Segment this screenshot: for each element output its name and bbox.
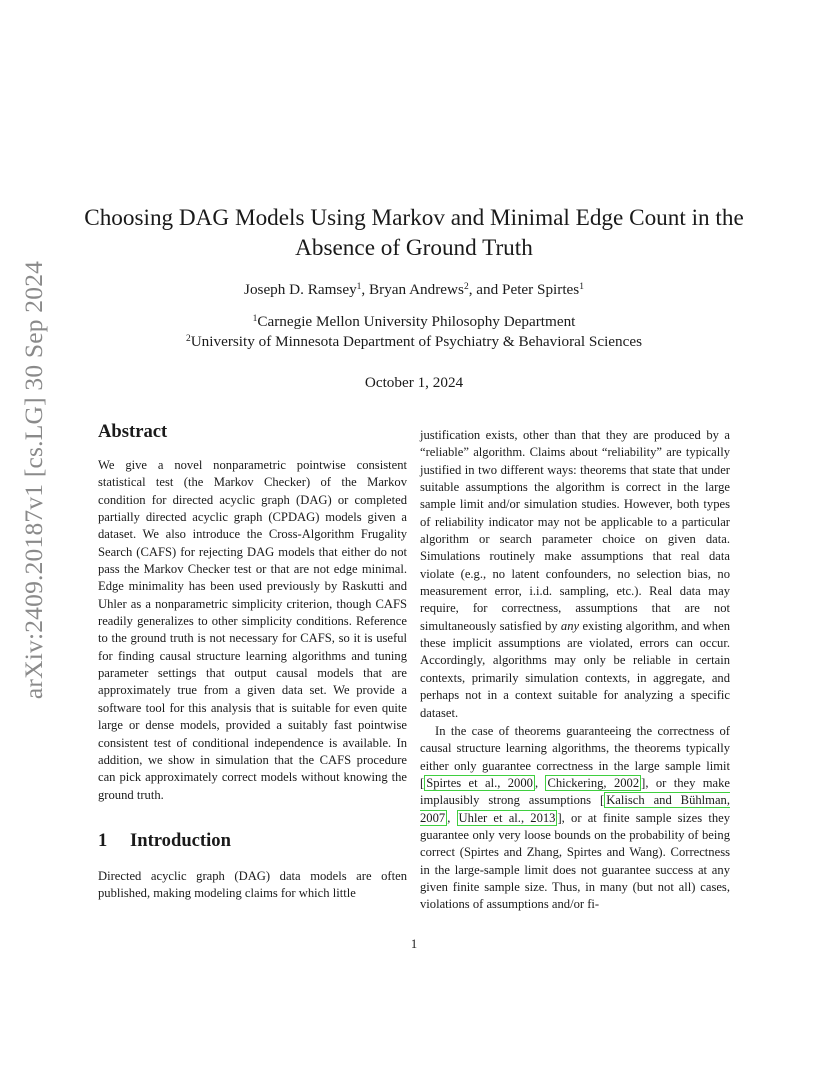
text-run: existing algorithm, and when these implicit assumptions are violated, errors can occur. Accordingly, algorithms may only be reliable in certain contexts, primarily simulation contexts, in aggregate, and perhaps not in a context suitable for analyzing a specific dataset. — [420, 618, 730, 720]
intro-paragraph: Directed acyclic graph (DAG) data models are often published, making modeling claims for which little — [98, 868, 407, 901]
text-run: justification exists, other than that they are produced by a “reliable” algorithm. Claims about “reliability” are typically justified in two different ways: theorems that state that under suitable assumptions the algorithm is correct in the large sample limit and/or simulation studies. However, both types of reliability indicator may not be applicable to a particular algorithm or search parameter choice on given data. Simulations routinely make assumptions that real data violate (e.g., no latent confounders, no selection bias, no measurement error, i.i.d. sampling, etc.). Real data may require, for correctness, assumptions that are not simultaneously satisfied by — [420, 428, 730, 633]
author-name: Joseph D. Ramsey — [244, 281, 357, 298]
affiliation-list — [80, 312, 748, 352]
affiliation-line — [80, 312, 748, 332]
arxiv-identifier-stamp — [14, 260, 54, 700]
author-separator: , and — [468, 281, 503, 298]
right-column — [420, 427, 730, 914]
affiliation-line — [80, 332, 748, 352]
text-run: In the case of theorems guaranteeing the correctness of causal structure learning algorithms, the theorems typically either only guarantee correctness in the large sample limit [ — [420, 723, 730, 790]
abstract-heading: Abstract — [98, 421, 168, 442]
author-list — [80, 280, 748, 300]
author-name: Peter Spirtes — [502, 281, 580, 298]
body-paragraph — [420, 723, 730, 914]
text-run: ], or they make implausibly strong assumptions [ — [420, 775, 731, 808]
citation-link[interactable]: Spirtes et al., 2000 — [426, 775, 533, 790]
affiliation-marker: 2 — [185, 334, 191, 344]
text-run: ], or at finite sample sizes they guarantee only very loose bounds on the probability of being correct (Spirtes and Zhang, Spirtes and Wang). Correctness in the large-sample limit does not guarantee success at any given finite sample size. Thus, in many (but not all) cases, violations of assumptions and/or fi- — [420, 810, 731, 912]
text-run: , — [447, 810, 457, 825]
author-name: Bryan Andrews — [369, 281, 464, 298]
citation-link[interactable]: Kalisch and Bühlman, 2007 — [420, 793, 730, 825]
paper-title: Choosing DAG Models Using Markov and Minimal Edge Count in the Absence of Ground Truth — [84, 205, 744, 261]
citation-link[interactable]: Chickering, 2002 — [547, 775, 640, 790]
arxiv-identifier-text: arXiv:2409.20187v1 [cs.LG] 30 Sep 2024 — [19, 260, 48, 700]
author-affiliation-marker: 2 — [463, 282, 469, 292]
left-column — [98, 420, 407, 903]
author-separator: , — [361, 281, 370, 298]
section-title: Introduction — [130, 829, 231, 851]
author-affiliation-marker: 1 — [356, 282, 362, 292]
section-heading — [98, 829, 407, 853]
citation-link[interactable]: Uhler et al., 2013 — [458, 810, 556, 825]
section-number: 1 — [98, 829, 108, 851]
affiliation-name: University of Minnesota Department of Psychiatry & Behavioral Sciences — [190, 333, 643, 350]
page-number: 1 — [410, 937, 418, 951]
publication-date: October 1, 2024 — [364, 374, 464, 391]
affiliation-marker: 1 — [252, 314, 258, 324]
abstract-text: We give a novel nonparametric pointwise consistent statistical test (the Markov Checker) of the Markov condition for directed acyclic graph (DAG) or completed partially directed acyclic graph (CPDAG) models given a dataset. We also introduce the Cross-Algorithm Frugality Search (CAFS) for rejecting DAG models that either do not pass the Markov Checker test or that are not edge minimal. Edge minimality has been used previously by Raskutti and Uhler as a nonparametric simplicity criterion, though CAFS readily generalizes to other simplicity conditions. Reference to the ground truth is not necessary for CAFS, so it is useful for finding causal structure learning algorithms and tuning parameter settings that output causal models that are approximately true from a given data set. We provide a software tool for this analysis that is suitable for even quite large or dense models, provided a suitably fast pointwise consistent test of conditional independence is available. In addition, we show in simulation that the CAFS procedure can pick approximately correct models without knowing the ground truth. — [98, 458, 407, 802]
affiliation-name: Carnegie Mellon University Philosophy Department — [257, 313, 576, 330]
text-run: , — [534, 775, 546, 790]
emphasis-text: any — [560, 618, 580, 633]
body-paragraph — [420, 427, 730, 722]
author-affiliation-marker: 1 — [579, 282, 584, 292]
